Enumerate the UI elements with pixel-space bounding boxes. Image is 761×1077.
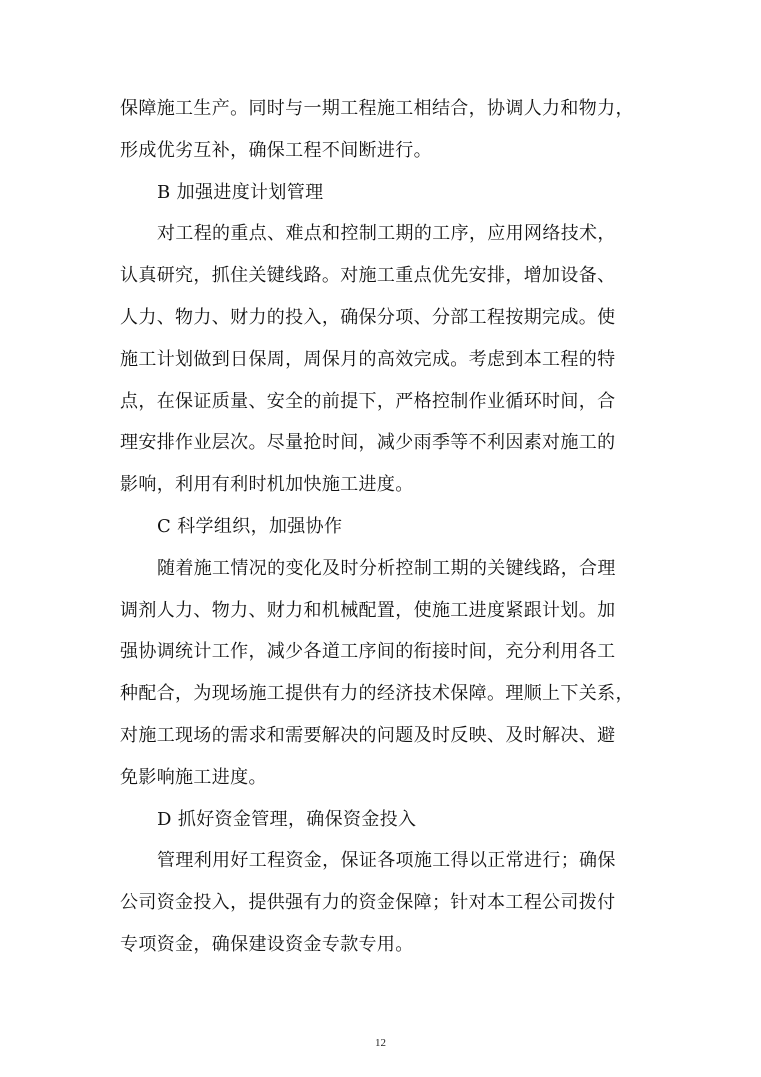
- body-line: 种配合，为现场施工提供有力的经济技术保障。理顺上下关系，: [120, 683, 634, 705]
- body-line: 免影响施工进度。: [120, 766, 267, 788]
- body-text: [120, 88, 642, 966]
- body-line: 人力、物力、财力的投入，确保分项、分部工程按期完成。使: [120, 306, 616, 328]
- body-line: 对工程的重点、难点和控制工期的工序，应用网络技术，: [157, 223, 616, 245]
- body-line: 调剂人力、物力、财力和机械配置，使施工进度紧跟计划。加: [120, 599, 616, 621]
- section-heading-b: B 加强进度计划管理: [157, 181, 324, 203]
- body-line: 专项资金，确保建设资金专款专用。: [120, 933, 414, 955]
- body-line: 影响，利用有利时机加快施工进度。: [120, 474, 414, 496]
- body-line: 认真研究，抓住关键线路。对施工重点优先安排，增加设备、: [120, 265, 616, 287]
- body-line: 保障施工生产。同时与一期工程施工相结合，协调人力和物力，: [120, 98, 634, 119]
- body-line: 强协调统计工作，减少各道工序间的衔接时间，充分利用各工: [120, 641, 616, 663]
- body-line: 形成优劣互补，确保工程不间断进行。: [120, 139, 432, 161]
- body-line: 理安排作业层次。尽量抢时间，减少雨季等不利因素对施工的: [120, 432, 616, 454]
- section-heading-c: C 科学组织，加强协作: [157, 515, 343, 537]
- body-line: 随着施工情况的变化及时分析控制工期的关键线路，合理: [157, 557, 616, 579]
- body-line: 施工计划做到日保周，周保月的高效完成。考虑到本工程的特: [120, 348, 616, 370]
- body-line: 管理利用好工程资金，保证各项施工得以正常进行；确保: [157, 850, 616, 872]
- section-heading-d: D 抓好资金管理，确保资金投入: [157, 808, 417, 830]
- page-number: 12: [375, 1037, 386, 1049]
- body-line: 点，在保证质量、安全的前提下，严格控制作业循环时间，合: [120, 390, 616, 412]
- body-line: 对施工现场的需求和需要解决的问题及时反映、及时解决、避: [120, 724, 616, 746]
- body-line: 公司资金投入，提供强有力的资金保障；针对本工程公司拨付: [120, 892, 616, 914]
